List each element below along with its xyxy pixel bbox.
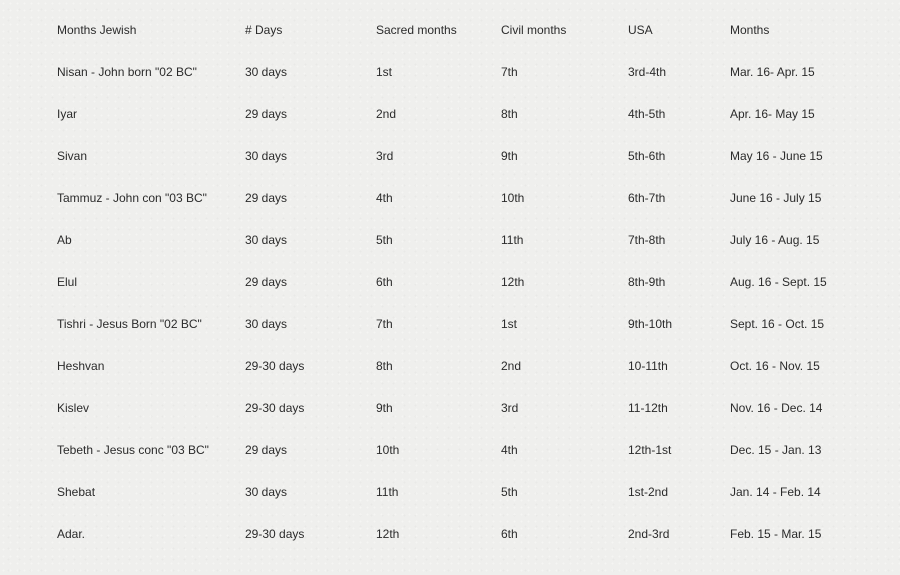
cell-months-range: Oct. 16 - Nov. 15 (730, 359, 820, 373)
table-row (0, 345, 900, 387)
table-row (0, 303, 900, 345)
cell-days: 30 days (245, 485, 288, 499)
cell-months-range: Jan. 14 - Feb. 14 (730, 485, 821, 499)
header-months: Months (730, 23, 770, 37)
cell-usa: 3rd-4th (628, 65, 667, 79)
cell-usa: 1st-2nd (628, 485, 669, 499)
cell-months-range: July 16 - Aug. 15 (730, 233, 820, 247)
cell-usa: 10-11th (628, 359, 668, 373)
cell-sacred-month: 2nd (376, 107, 397, 121)
cell-sacred-month: 1st (376, 65, 393, 79)
cell-usa: 8th-9th (628, 275, 666, 289)
cell-usa: 11-12th (628, 401, 668, 415)
cell-days: 30 days (245, 149, 288, 163)
table-row (0, 261, 900, 303)
cell-days: 29 days (245, 191, 288, 205)
cell-civil-month: 3rd (501, 401, 519, 415)
table-header-row (0, 9, 900, 51)
cell-sacred-month: 9th (376, 401, 393, 415)
table-row (0, 219, 900, 261)
cell-days: 30 days (245, 65, 288, 79)
cell-civil-month: 11th (501, 233, 524, 247)
cell-jewish-month: Tebeth - Jesus conc "03 BC" (57, 443, 209, 457)
cell-jewish-month: Tammuz - John con "03 BC" (57, 191, 207, 205)
cell-usa: 6th-7th (628, 191, 666, 205)
cell-months-range: Feb. 15 - Mar. 15 (730, 527, 822, 541)
cell-days: 29-30 days (245, 359, 305, 373)
cell-sacred-month: 4th (376, 191, 393, 205)
table-row (0, 387, 900, 429)
cell-months-range: May 16 - June 15 (730, 149, 823, 163)
cell-usa: 7th-8th (628, 233, 666, 247)
cell-jewish-month: Shebat (57, 485, 96, 499)
table-row (0, 51, 900, 93)
cell-sacred-month: 8th (376, 359, 393, 373)
table-row (0, 429, 900, 471)
table-row (0, 513, 900, 555)
cell-civil-month: 7th (501, 65, 518, 79)
cell-days: 29 days (245, 275, 288, 289)
cell-months-range: Mar. 16- Apr. 15 (730, 65, 815, 79)
cell-civil-month: 2nd (501, 359, 522, 373)
table-row (0, 177, 900, 219)
cell-jewish-month: Tishri - Jesus Born "02 BC" (57, 317, 202, 331)
cell-jewish-month: Iyar (57, 107, 78, 121)
cell-days: 30 days (245, 317, 288, 331)
cell-civil-month: 9th (501, 149, 518, 163)
cell-civil-month: 12th (501, 275, 525, 289)
cell-civil-month: 10th (501, 191, 525, 205)
cell-usa: 12th-1st (628, 443, 672, 457)
cell-days: 29-30 days (245, 401, 305, 415)
cell-sacred-month: 11th (376, 485, 399, 499)
cell-civil-month: 6th (501, 527, 518, 541)
cell-sacred-month: 12th (376, 527, 400, 541)
header-days: # Days (245, 23, 283, 37)
cell-jewish-month: Adar. (57, 527, 86, 541)
cell-sacred-month: 7th (376, 317, 393, 331)
cell-usa: 5th-6th (628, 149, 666, 163)
cell-days: 30 days (245, 233, 288, 247)
cell-jewish-month: Ab (57, 233, 72, 247)
cell-civil-month: 1st (501, 317, 518, 331)
cell-months-range: Sept. 16 - Oct. 15 (730, 317, 825, 331)
cell-civil-month: 5th (501, 485, 518, 499)
cell-jewish-month: Heshvan (57, 359, 105, 373)
cell-months-range: Nov. 16 - Dec. 14 (730, 401, 823, 415)
header-usa: USA (628, 23, 653, 37)
cell-usa: 4th-5th (628, 107, 666, 121)
cell-jewish-month: Nisan - John born "02 BC" (57, 65, 197, 79)
table-row (0, 135, 900, 177)
table-row (0, 93, 900, 135)
header-months-jewish: Months Jewish (57, 23, 137, 37)
cell-jewish-month: Elul (57, 275, 78, 289)
cell-sacred-month: 3rd (376, 149, 394, 163)
cell-usa: 9th-10th (628, 317, 673, 331)
cell-jewish-month: Sivan (57, 149, 88, 163)
cell-civil-month: 8th (501, 107, 518, 121)
cell-days: 29 days (245, 443, 288, 457)
cell-months-range: Apr. 16- May 15 (730, 107, 815, 121)
cell-months-range: Dec. 15 - Jan. 13 (730, 443, 822, 457)
table-row (0, 471, 900, 513)
cell-sacred-month: 5th (376, 233, 393, 247)
cell-civil-month: 4th (501, 443, 518, 457)
cell-months-range: Aug. 16 - Sept. 15 (730, 275, 827, 289)
header-civil-months: Civil months (501, 23, 567, 37)
cell-months-range: June 16 - July 15 (730, 191, 822, 205)
cell-days: 29-30 days (245, 527, 305, 541)
header-sacred-months: Sacred months (376, 23, 457, 37)
cell-sacred-month: 10th (376, 443, 400, 457)
cell-days: 29 days (245, 107, 288, 121)
cell-usa: 2nd-3rd (628, 527, 670, 541)
cell-sacred-month: 6th (376, 275, 393, 289)
cell-jewish-month: Kislev (57, 401, 90, 415)
